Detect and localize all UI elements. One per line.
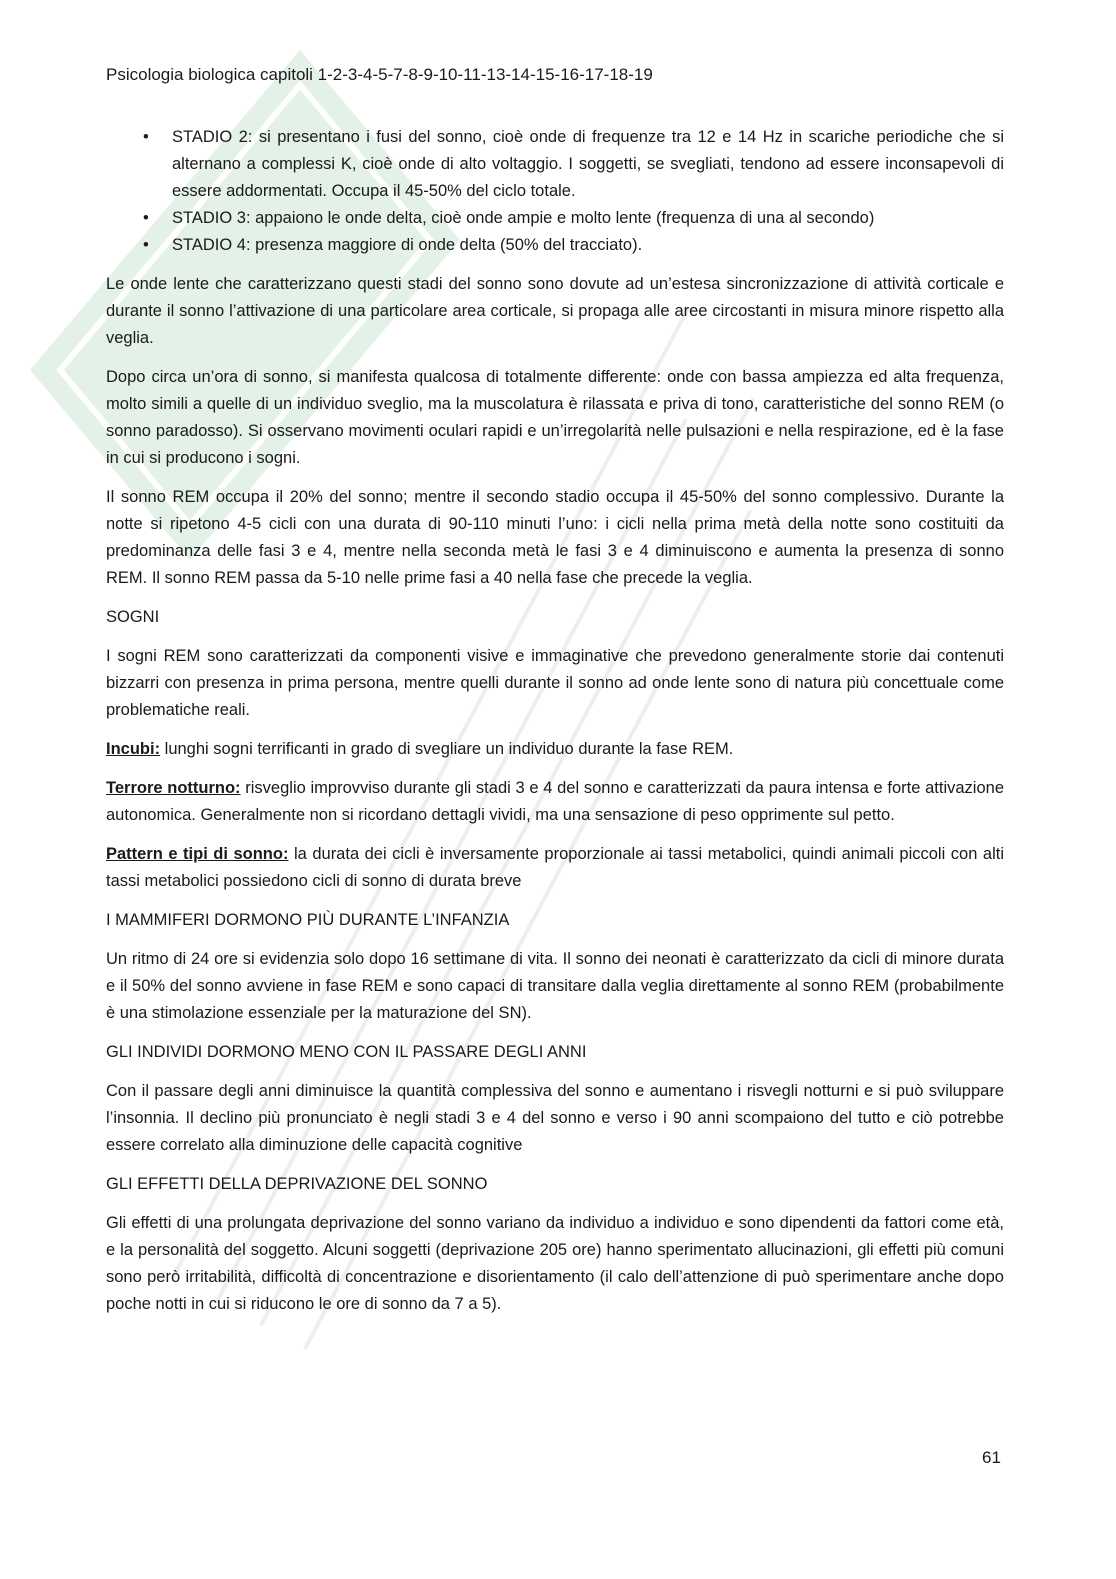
document-page [106,64,1004,1330]
term-label: Pattern e tipi di sonno: [106,845,289,863]
paragraph: Un ritmo di 24 ore si evidenzia solo dopo 16 settimane di vita. Il sonno dei neonati è caratterizzato da cicli di minore durata e il 50% del sonno avviene in fase REM e sono capaci di transitare dalla veglia direttamente al sonno REM (probabilmente è una stimolazione essenziale per la maturazione del SN). [106,950,1004,1022]
paragraph: Le onde lente che caratterizzano questi stadi del sonno sono dovute ad un’estesa sincronizzazione di attività corticale e durante il sonno l’attivazione di una particolare area corticale, si propaga alle aree circostanti in misura minore rispetto alla veglia. [106,275,1004,347]
term-label: Terrore notturno: [106,779,241,797]
bullet-icon: • [143,128,149,146]
list-item-text: STADIO 3: appaiono le onde delta, cioè onde ampie e molto lente (frequenza di una al secondo) [172,209,875,227]
bullet-icon: • [143,209,149,227]
list-item-text: STADIO 4: presenza maggiore di onde delta (50% del tracciato). [172,236,643,254]
definition-pattern [106,841,1004,895]
bullet-icon: • [143,236,149,254]
paragraph: I sogni REM sono caratterizzati da componenti visive e immaginative che prevedono generalmente storie dai contenuti bizzarri con presenza in prima persona, mentre quelli durante il sonno ad onde lente sono di natura più concettuale come problematiche reali. [106,647,1004,719]
section-heading: I MAMMIFERI DORMONO PIÙ DURANTE L’INFANZIA [106,911,510,929]
list-item [143,124,1004,205]
paragraph: Con il passare degli anni diminuisce la quantità complessiva del sonno e aumentano i risvegli notturni e si può sviluppare l’insonnia. Il declino più pronunciato è negli stadi 3 e 4 del sonno e verso i 90 anni scompaiono del tutto e ciò potrebbe essere correlato alla diminuzione delle capacità cognitive [106,1082,1004,1154]
list-item [143,232,1004,259]
term-definition: risveglio improvviso durante gli stadi 3 e 4 del sonno e caratterizzati da paura intensa e forte attivazione autonomica. Generalmente non si ricordano dettagli vividi, ma una sensazione di peso opprimente sul petto. [106,779,1004,824]
definition-terrore-notturno [106,775,1004,829]
term-definition: la durata dei cicli è inversamente proporzionale ai tassi metabolici, quindi animali piccoli con alti tassi metabolici possiedono cicli di sonno di durata breve [106,845,1004,890]
section-heading: GLI INDIVIDI DORMONO MENO CON IL PASSARE DEGLI ANNI [106,1043,587,1061]
page-number: 61 [982,1448,1001,1467]
term-label: Incubi: [106,740,161,758]
list-item-text: STADIO 2: si presentano i fusi del sonno, cioè onde di frequenze tra 12 e 14 Hz in scariche periodiche che si alternano a complessi K, cioè onde di alto voltaggio. I soggetti, se svegliati, tendono ad essere inconsapevoli di essere addormentati. Occupa il 45-50% del ciclo totale. [172,128,1004,200]
list-item [143,205,1004,232]
paragraph: Il sonno REM occupa il 20% del sonno; mentre il secondo stadio occupa il 45-50% del sonno complessivo. Durante la notte si ripetono 4-5 cicli con una durata di 90-110 minuti l’uno: i cicli nella prima metà della notte sono costituiti da predominanza delle fasi 3 e 4, mentre nella seconda metà le fasi 3 e 4 diminuiscono e aumenta la presenza di sonno REM. Il sonno REM passa da 5-10 nelle prime fasi a 40 nella fase che precede la veglia. [106,488,1004,587]
page-header: Psicologia biologica capitoli 1-2-3-4-5-7-8-9-10-11-13-14-15-16-17-18-19 [106,65,653,84]
section-heading: SOGNI [106,608,160,626]
paragraph: Dopo circa un’ora di sonno, si manifesta qualcosa di totalmente differente: onde con bassa ampiezza ed alta frequenza, molto simili a quelle di un individuo sveglio, ma la muscolatura è rilassata e priva di tono, caratteristiche del sonno REM (o sonno paradosso). Si osservano movimenti oculari rapidi e un’irregolarità nelle pulsazioni e nella respirazione, ed è la fase in cui si producono i sogni. [106,368,1004,467]
definition-incubi [106,736,1004,763]
term-definition: lunghi sogni terrificanti in grado di svegliare un individuo durante la fase REM. [160,740,734,758]
section-heading: GLI EFFETTI DELLA DEPRIVAZIONE DEL SONNO [106,1175,488,1193]
stage-list [106,124,1004,259]
paragraph: Gli effetti di una prolungata deprivazione del sonno variano da individuo a individuo e sono dipendenti da fattori come età, e la personalità del soggetto. Alcuni soggetti (deprivazione 205 ore) hanno sperimentato allucinazioni, gli effetti più comuni sono però irritabilità, difficoltà di concentrazione e disorientamento (il calo dell’attenzione di può sperimentare anche dopo poche notti in cui si riducono le ore di sonno da 7 a 5). [106,1214,1004,1313]
